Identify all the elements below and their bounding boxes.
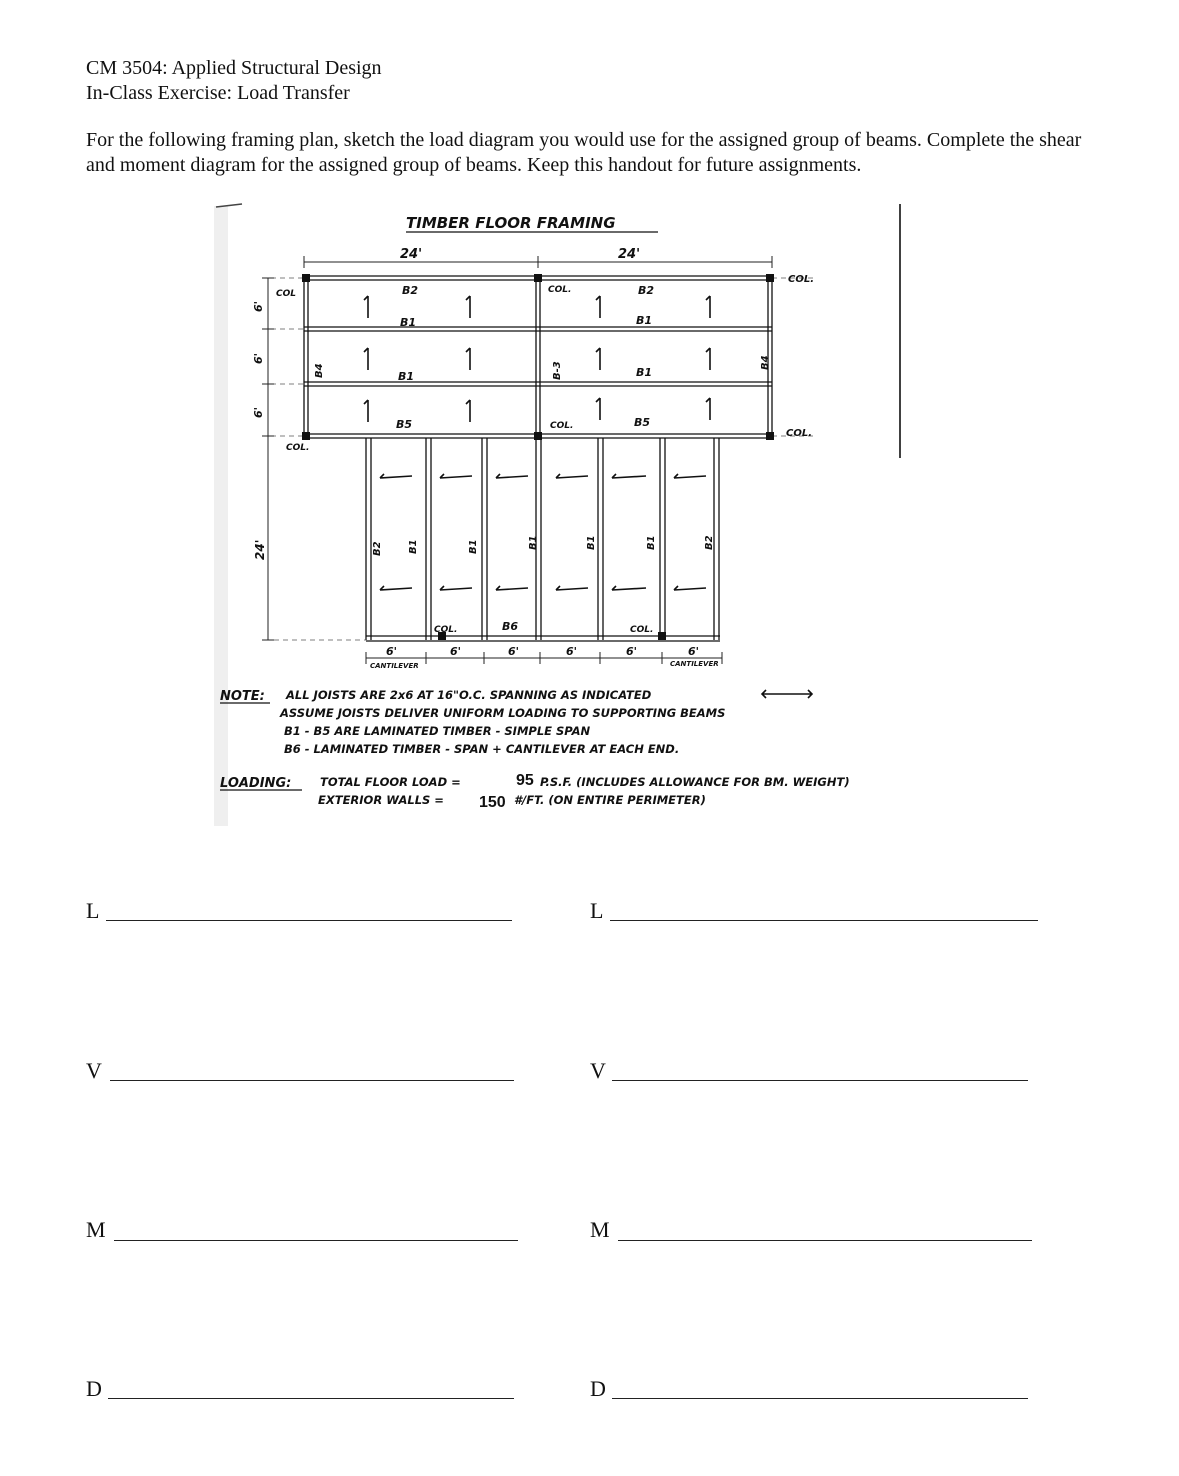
cantilever-label: CANTILEVER: [370, 662, 419, 670]
col-label: COL.: [286, 443, 310, 453]
beam-label-b5: B5: [634, 416, 651, 429]
row-label-v: V: [590, 1058, 606, 1083]
note-label: NOTE:: [220, 689, 265, 704]
moment-diagram-line-left[interactable]: [114, 1240, 518, 1241]
loading-line-1b: P.S.F. (INCLUDES ALLOWANCE FOR BM. WEIGHT): [540, 775, 850, 789]
beam-label-b1: B1: [398, 370, 415, 383]
row-label-d: D: [86, 1376, 102, 1401]
col-label: COL.: [548, 285, 572, 295]
beam-label-b3: B-3: [552, 361, 563, 380]
shear-diagram-line-left[interactable]: [110, 1080, 514, 1081]
note-line-1: ALL JOISTS ARE 2x6 AT 16"O.C. SPANNING AS INDICATED: [286, 688, 652, 702]
instructions-text: For the following framing plan, sketch the load diagram you would use for the assigned group of beams. Complete the shear and moment diagram for the assigned group of beams. Keep this handout for future assignments.: [86, 129, 1082, 176]
loading-line-2a: EXTERIOR WALLS =: [318, 793, 444, 807]
note-line-4: B6 - LAMINATED TIMBER - SPAN + CANTILEVER AT EACH END.: [284, 742, 680, 756]
load-diagram-line-left[interactable]: [106, 920, 512, 921]
dim-6: 6': [450, 645, 462, 658]
beam-label-b4: B4: [760, 355, 771, 370]
framing-plan-drawing: [214, 200, 906, 828]
col-label: COL.: [630, 625, 654, 635]
beam-label-b5: B5: [396, 418, 413, 431]
loading-label: LOADING:: [220, 776, 292, 791]
beam-label-b4: B4: [314, 363, 325, 378]
course-title: CM 3504: Applied Structural Design: [86, 57, 382, 79]
beam-label-b1: B1: [636, 366, 653, 379]
beam-label-b1: B1: [528, 535, 539, 550]
cantilever-label: CANTILEVER: [670, 660, 719, 668]
beam-label-b2: B2: [704, 535, 715, 550]
note-line-3: B1 - B5 ARE LAMINATED TIMBER - SIMPLE SPAN: [284, 724, 591, 738]
deflection-diagram-line-left[interactable]: [108, 1398, 514, 1399]
beam-label-b2: B2: [402, 284, 419, 297]
beam-label-b2: B2: [638, 284, 655, 297]
col-label: COL.: [786, 428, 813, 439]
deflection-diagram-line-right[interactable]: [612, 1398, 1028, 1399]
dim-6: 6': [566, 645, 578, 658]
floor-load-value: 95: [516, 772, 534, 789]
beam-label-b1: B1: [636, 314, 653, 327]
exercise-title: In-Class Exercise: Load Transfer: [86, 82, 350, 104]
beam-label-b1: B1: [586, 535, 597, 550]
shear-diagram-line-right[interactable]: [612, 1080, 1028, 1081]
col-label: COL.: [434, 625, 458, 635]
row-label-v: V: [86, 1058, 102, 1083]
col-label: COL: [276, 289, 296, 299]
dim-6: 6': [626, 645, 638, 658]
beam-label-b2: B2: [372, 541, 383, 556]
drawing-title: TIMBER FLOOR FRAMING: [406, 214, 616, 232]
dim-span-left: 24': [400, 247, 423, 262]
row-label-m: M: [590, 1217, 610, 1242]
load-diagram-line-right[interactable]: [610, 920, 1038, 921]
dim-span-right: 24': [618, 247, 641, 262]
dim-6: 6': [252, 352, 265, 364]
dim-6: 6': [252, 406, 265, 418]
col-label: COL.: [550, 421, 574, 431]
beam-label-b1: B1: [408, 539, 419, 554]
wall-load-value: 150: [479, 794, 506, 811]
row-label-m: M: [86, 1217, 106, 1242]
moment-diagram-line-right[interactable]: [618, 1240, 1032, 1241]
dim-6: 6': [386, 645, 398, 658]
beam-label-b1: B1: [400, 316, 417, 329]
loading-line-1a: TOTAL FLOOR LOAD =: [320, 775, 461, 789]
beam-label-b6: B6: [502, 620, 519, 633]
note-line-2: ASSUME JOISTS DELIVER UNIFORM LOADING TO SUPPORTING BEAMS: [280, 706, 726, 720]
row-label-d: D: [590, 1376, 606, 1401]
beam-label-b1: B1: [468, 539, 479, 554]
beam-label-b1: B1: [646, 535, 657, 550]
dim-6: 6': [252, 300, 265, 312]
dim-6: 6': [688, 645, 700, 658]
dim-6: 6': [508, 645, 520, 658]
row-label-l: L: [86, 898, 100, 923]
col-label: COL.: [788, 274, 815, 285]
row-label-l: L: [590, 898, 604, 923]
loading-line-2b: #/FT. (ON ENTIRE PERIMETER): [514, 793, 706, 807]
dim-24: 24': [253, 539, 267, 560]
